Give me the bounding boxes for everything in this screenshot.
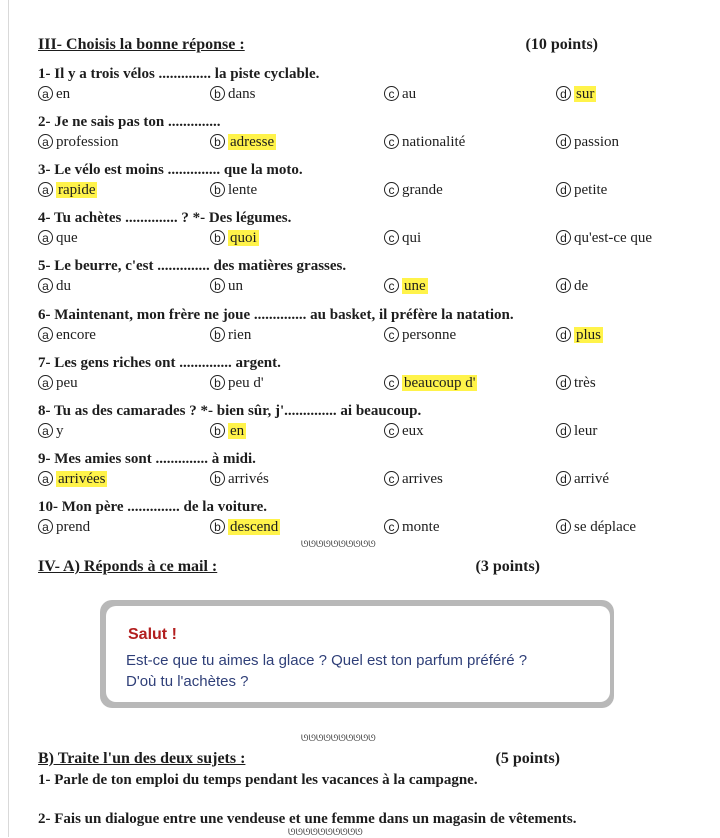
option-label: du (56, 278, 71, 294)
option-d[interactable] (556, 132, 619, 152)
option-label: lente (228, 182, 258, 198)
option-label: prend (56, 519, 91, 535)
option-label: dans (228, 86, 256, 102)
option-label: arrives (402, 471, 443, 487)
option-letter-badge: c (384, 182, 399, 197)
question-text: 7- Les gens riches ont .............. argent. (38, 355, 281, 371)
option-letter-badge: c (384, 423, 399, 438)
question-3 (38, 160, 698, 200)
option-letter-badge: a (38, 423, 53, 438)
option-label: de (574, 278, 589, 294)
option-label: plus (576, 327, 602, 343)
option-letter-badge: b (210, 278, 225, 293)
option-letter-badge: c (384, 471, 399, 486)
option-letter-badge: d (556, 134, 571, 149)
mail-greeting: Salut ! (128, 626, 177, 643)
option-label: descend (230, 519, 279, 535)
option-label: petite (574, 182, 608, 198)
option-letter-badge: b (210, 134, 225, 149)
option-label: personne (402, 327, 457, 343)
question-4 (38, 208, 698, 248)
option-letter-badge: a (38, 519, 53, 534)
option-c[interactable] (384, 228, 421, 248)
question-text: 5- Le beurre, c'est .............. des matières grasses. (38, 258, 347, 274)
option-letter-badge: b (210, 86, 225, 101)
option-letter-badge: a (38, 230, 53, 245)
section-4a-title: IV- A) Réponds à ce mail : (38, 558, 218, 575)
option-letter-badge: d (556, 278, 571, 293)
option-d[interactable] (556, 517, 636, 537)
option-c[interactable] (384, 373, 477, 393)
option-letter-badge: d (556, 471, 571, 486)
question-text: 10- Mon père .............. de la voiture. (38, 499, 268, 515)
option-label: y (56, 423, 64, 439)
answer-options (38, 180, 698, 200)
answer-options (38, 228, 698, 248)
option-letter-badge: c (384, 375, 399, 390)
option-letter-badge: c (384, 86, 399, 101)
option-letter-badge: b (210, 375, 225, 390)
section-4b-title: B) Traite l'un des deux sujets : (38, 750, 246, 767)
option-b[interactable] (210, 132, 276, 152)
option-label: qu'est-ce que (574, 230, 653, 246)
option-b[interactable] (210, 373, 264, 393)
answer-options (38, 373, 698, 393)
option-letter-badge: b (210, 423, 225, 438)
question-6 (38, 305, 698, 345)
option-letter-badge: a (38, 471, 53, 486)
option-letter-badge: d (556, 230, 571, 245)
option-b[interactable] (210, 517, 280, 537)
question-text: 3- Le vélo est moins .............. que la moto. (38, 162, 303, 178)
option-label: arrivé (574, 471, 609, 487)
option-letter-badge: b (210, 230, 225, 245)
question-2 (38, 112, 698, 152)
option-letter-badge: d (556, 327, 571, 342)
answer-options (38, 469, 698, 489)
answer-options (38, 517, 698, 537)
option-label: un (228, 278, 243, 294)
option-a[interactable] (38, 276, 71, 296)
option-letter-badge: a (38, 134, 53, 149)
option-label: leur (574, 423, 598, 439)
option-label: arrivés (228, 471, 269, 487)
option-label: grande (402, 182, 443, 198)
option-letter-badge: c (384, 134, 399, 149)
section-3-points: (10 points) (525, 36, 598, 53)
answer-options (38, 132, 698, 152)
option-a[interactable] (38, 180, 97, 200)
option-letter-badge: c (384, 327, 399, 342)
option-label: encore (56, 327, 96, 343)
option-label: se déplace (574, 519, 637, 535)
option-d[interactable] (556, 469, 609, 489)
option-b[interactable] (210, 325, 251, 345)
mail-body (126, 650, 586, 692)
option-a[interactable] (38, 373, 78, 393)
question-7 (38, 353, 698, 393)
option-a[interactable] (38, 228, 78, 248)
question-text: 6- Maintenant, mon frère ne joue .............. au basket, il préfère la natation. (38, 307, 514, 323)
option-c[interactable] (384, 132, 465, 152)
answer-options (38, 276, 698, 296)
option-a[interactable] (38, 421, 64, 441)
option-label: en (230, 423, 245, 439)
task-2: 2- Fais un dialogue entre une vendeuse et une femme dans un magasin de vêtements. (38, 811, 577, 827)
answer-options (38, 325, 698, 345)
option-letter-badge: a (38, 86, 53, 101)
option-c[interactable] (384, 325, 456, 345)
option-letter-badge: c (384, 230, 399, 245)
option-label: rien (228, 327, 252, 343)
mail-line-1: Est-ce que tu aimes la glace ? Quel est ton parfum préféré ? (126, 652, 528, 669)
option-label: nationalité (402, 134, 466, 150)
option-b[interactable] (210, 180, 257, 200)
question-1 (38, 64, 698, 104)
option-label: rapide (58, 182, 96, 198)
option-b[interactable] (210, 276, 243, 296)
option-label: arrivées (58, 471, 106, 487)
page-edge (8, 0, 9, 837)
option-letter-badge: c (384, 519, 399, 534)
option-label: profession (56, 134, 119, 150)
option-label: quoi (230, 230, 257, 246)
option-a[interactable] (38, 469, 107, 489)
option-c[interactable] (384, 469, 443, 489)
option-d[interactable] (556, 180, 607, 200)
option-letter-badge: b (210, 471, 225, 486)
mail-line-2: D'où tu l'achètes ? (126, 673, 249, 690)
ornament-divider-2: ᘎᘎᘎᘎᘎᘎᘎᘎᘎᘎ (301, 734, 376, 744)
option-label: en (56, 86, 71, 102)
option-a[interactable] (38, 132, 119, 152)
option-letter-badge: a (38, 278, 53, 293)
option-b[interactable] (210, 84, 256, 104)
question-5 (38, 256, 698, 296)
option-letter-badge: a (38, 327, 53, 342)
section-4b-header (38, 750, 598, 768)
task-1: 1- Parle de ton emploi du temps pendant les vacances à la campagne. (38, 772, 478, 788)
question-9 (38, 449, 698, 489)
option-c[interactable] (384, 84, 416, 104)
option-label: eux (402, 423, 424, 439)
option-c[interactable] (384, 517, 440, 537)
option-d[interactable] (556, 373, 596, 393)
section-3-header (38, 36, 598, 54)
section-3-title: III- Choisis la bonne réponse : (38, 36, 245, 53)
option-b[interactable] (210, 228, 259, 248)
question-text: 1- Il y a trois vélos .............. la piste cyclable. (38, 66, 320, 82)
option-d[interactable] (556, 421, 597, 441)
option-label: monte (402, 519, 440, 535)
option-letter-badge: d (556, 519, 571, 534)
option-d[interactable] (556, 276, 588, 296)
option-label: sur (576, 86, 595, 102)
option-c[interactable] (384, 421, 424, 441)
option-letter-badge: a (38, 182, 53, 197)
mail-card (106, 606, 610, 702)
option-label: beaucoup d' (404, 375, 476, 391)
ornament-divider-3: ᘎᘎᘎᘎᘎᘎᘎᘎᘎᘎ (288, 828, 363, 838)
option-letter-badge: a (38, 375, 53, 390)
option-letter-badge: d (556, 375, 571, 390)
option-letter-badge: d (556, 423, 571, 438)
option-label: au (402, 86, 417, 102)
section-4b-points: (5 points) (495, 750, 560, 767)
section-4a-header (38, 558, 598, 576)
question-text: 9- Mes amies sont .............. à midi. (38, 451, 256, 467)
option-letter-badge: d (556, 86, 571, 101)
option-label: qui (402, 230, 422, 246)
option-a[interactable] (38, 84, 70, 104)
mail-box (100, 600, 614, 708)
option-label: une (404, 278, 426, 294)
option-a[interactable] (38, 325, 96, 345)
option-b[interactable] (210, 421, 246, 441)
option-d[interactable] (556, 84, 596, 104)
answer-options (38, 84, 698, 104)
question-8 (38, 401, 698, 441)
question-text: 4- Tu achètes .............. ? *- Des légumes. (38, 210, 292, 226)
option-c[interactable] (384, 180, 443, 200)
option-label: très (574, 375, 596, 391)
option-c[interactable] (384, 276, 428, 296)
answer-options (38, 421, 698, 441)
option-letter-badge: c (384, 278, 399, 293)
option-letter-badge: b (210, 519, 225, 534)
option-letter-badge: d (556, 182, 571, 197)
option-label: adresse (230, 134, 275, 150)
question-text: 2- Je ne sais pas ton .............. (38, 114, 221, 130)
option-letter-badge: b (210, 182, 225, 197)
ornament-divider: ᘎᘎᘎᘎᘎᘎᘎᘎᘎᘎ (301, 540, 376, 550)
question-10 (38, 497, 698, 537)
option-label: passion (574, 134, 619, 150)
option-label: que (56, 230, 78, 246)
option-a[interactable] (38, 517, 90, 537)
option-label: peu d' (228, 375, 264, 391)
option-d[interactable] (556, 228, 652, 248)
option-d[interactable] (556, 325, 603, 345)
option-label: peu (56, 375, 78, 391)
section-4a-points: (3 points) (475, 558, 540, 575)
option-letter-badge: b (210, 327, 225, 342)
option-b[interactable] (210, 469, 269, 489)
question-text: 8- Tu as des camarades ? *- bien sûr, j'.............. ai beaucoup. (38, 403, 422, 419)
